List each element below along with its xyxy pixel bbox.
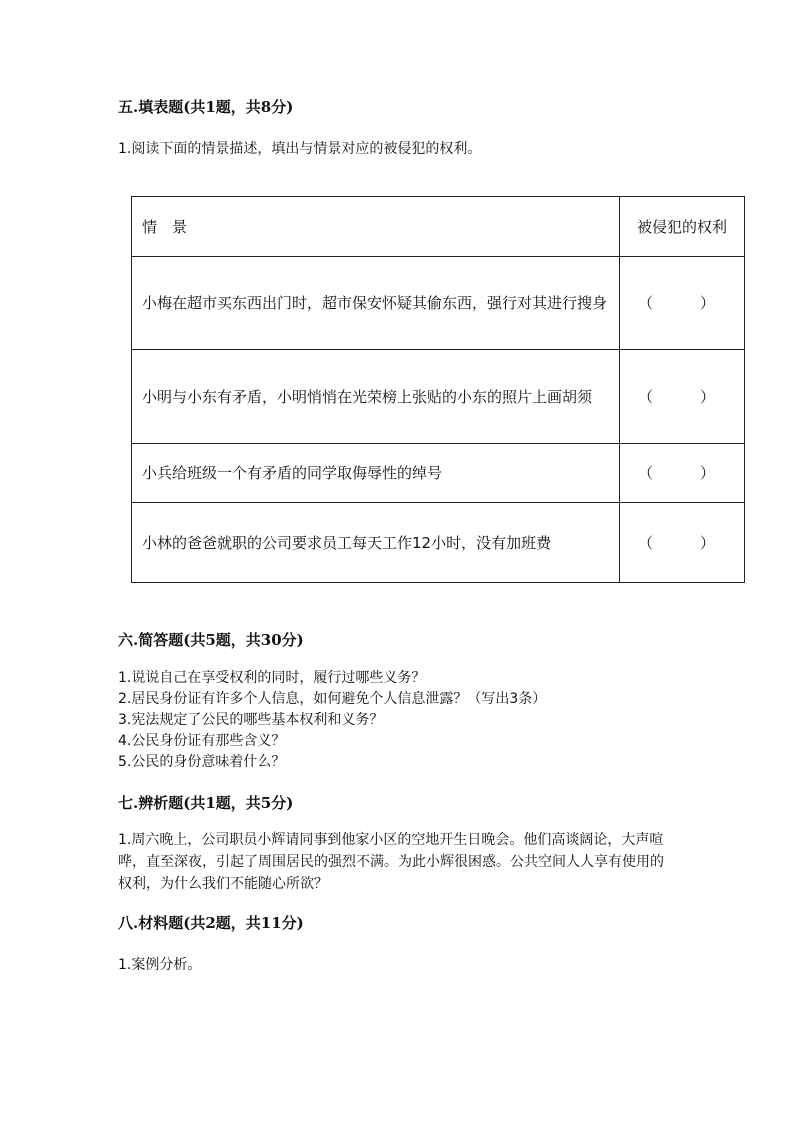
section-heading-material: 八.材料题(共2题，共11分)	[118, 914, 304, 932]
fill-question: 1.阅读下面的情景描述，填出与情景对应的被侵犯的权利。	[118, 141, 482, 157]
answer-blank[interactable]	[620, 503, 745, 583]
answer-blank[interactable]	[620, 257, 745, 350]
blank-open: （	[638, 533, 654, 552]
short-answer-list	[118, 668, 546, 773]
answer-blank[interactable]	[620, 444, 745, 503]
scene-cell: 小林的爸爸就职的公司要求员工每天工作12小时，没有加班费	[132, 503, 620, 583]
list-item: 2.居民身份证有许多个人信息，如何避免个人信息泄露？（写出3条）	[118, 691, 547, 707]
answer-blank[interactable]	[620, 350, 745, 444]
scene-cell: 小兵给班级一个有矛盾的同学取侮辱性的绰号	[132, 444, 620, 503]
blank-close: ）	[700, 387, 716, 406]
list-item: 3.宪法规定了公民的哪些基本权利和义务？	[118, 712, 384, 728]
blank-open: （	[638, 294, 654, 312]
blank-open: （	[638, 387, 654, 406]
table-row	[132, 350, 745, 444]
header-right: 被侵犯的权利	[620, 197, 745, 257]
list-item: 5.公民的身份意味着什么？	[118, 754, 286, 770]
table-header-row	[132, 197, 745, 257]
material-question: 1.案例分析。	[118, 957, 202, 973]
rights-table	[131, 196, 745, 583]
list-item: 4.公民身份证有那些含义？	[118, 733, 286, 749]
table-row	[132, 257, 745, 350]
table-row	[132, 503, 745, 583]
blank-close: ）	[700, 464, 716, 482]
table-row	[132, 444, 745, 503]
section-heading-fill: 五.填表题(共1题，共8分)	[118, 98, 294, 116]
header-scene: 情 景	[132, 197, 620, 257]
scene-cell: 小梅在超市买东西出门时，超市保安怀疑其偷东西，强行对其进行搜身	[132, 257, 620, 350]
analysis-question: 1.周六晚上，公司职员小辉请同事到他家小区的空地开生日晚会。他们高谈阔论，大声喧哗，直至深夜，引起了周围居民的强烈不满。为此小辉很困惑。公共空间人人享有使用的权利，为什么我们不能随心所欲？	[118, 832, 664, 892]
scene-cell: 小明与小东有矛盾，小明悄悄在光荣榜上张贴的小东的照片上画胡须	[132, 350, 620, 444]
section-heading-short-answer: 六.简答题(共5题，共30分)	[118, 631, 304, 649]
blank-close: ）	[700, 294, 716, 312]
blank-open: （	[638, 464, 654, 482]
blank-close: ）	[700, 533, 716, 552]
list-item: 1.说说自己在享受权利的同时，履行过哪些义务？	[118, 670, 426, 686]
section-heading-analysis: 七.辨析题(共1题，共5分)	[118, 794, 294, 812]
